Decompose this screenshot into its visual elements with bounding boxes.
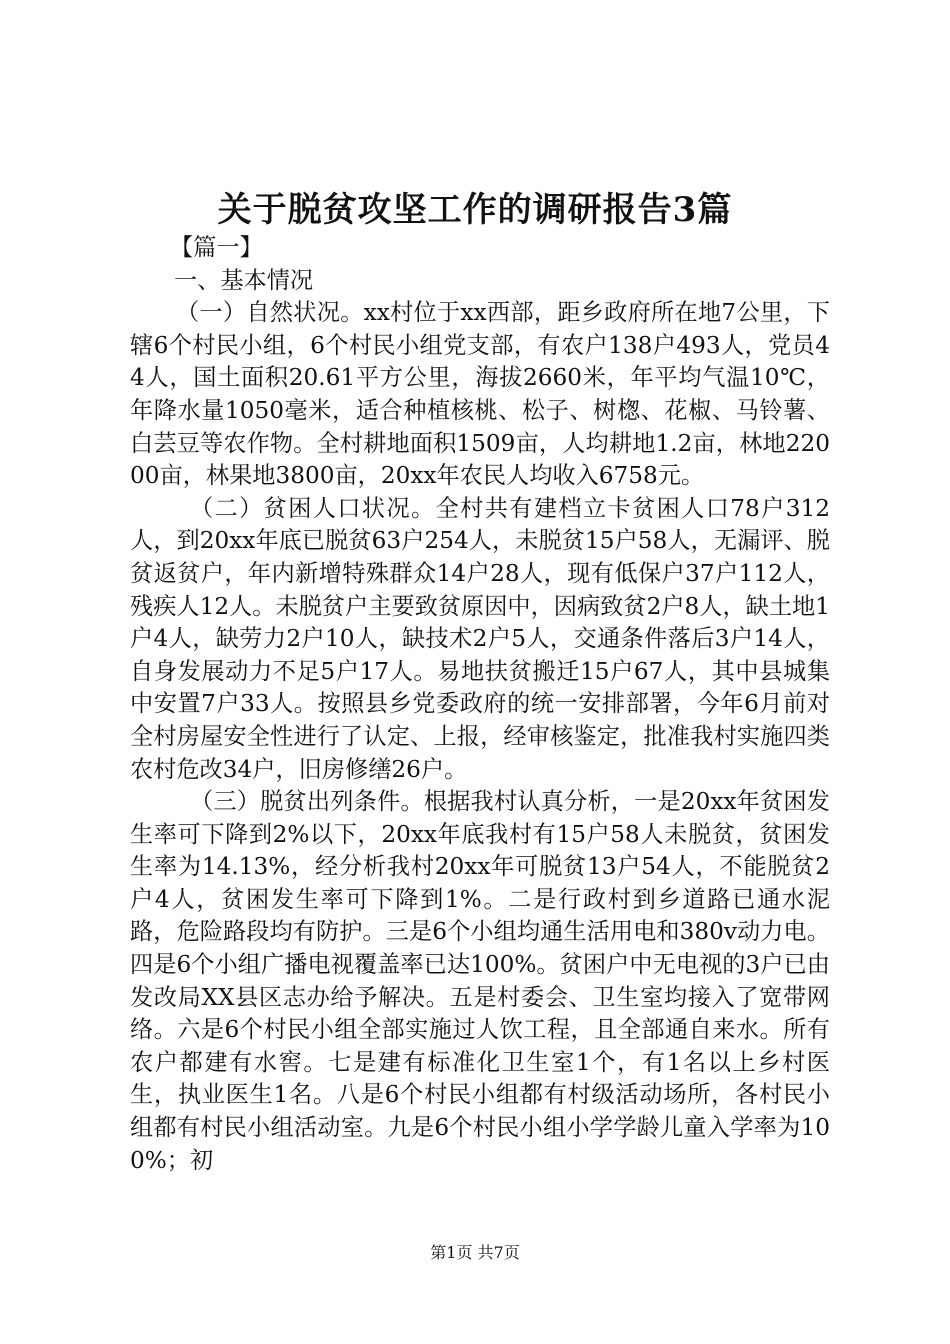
document-title: 关于脱贫攻坚工作的调研报告3篇 xyxy=(217,190,733,230)
paragraph-natural-conditions: （一）自然状况。xx村位于xx西部，距乡政府所在地7公里，下辖6个村民小组，6个村民小组党支部，有农户138户493人，党员44人，国土面积20.61平方公里，海拔2660米，年平均气温10℃，年降水量1050毫米，适合种植核桃、松子、树楤、花椒、马铃薯、白芸豆等农作物。全村耕地面积1509亩，人均耕地1.2亩，林地22000亩，林果地3800亩，20xx年农民人均收入6758元。 xyxy=(130,299,830,490)
paragraph-poverty-population: （二）贫困人口状况。全村共有建档立卡贫困人口78户312人，到20xx年底已脱贫63户254人，未脱贫15户58人，无漏评、脱贫返贫户，年内新增特殊群众14户28人，现有低保户37户112人，残疾人12人。未脱贫户主要致贫原因中，因病致贫2户8人，缺土地1户4人，缺劳力2户10人，缺技术2户5人，交通条件落后3户14人，自身发展动力不足5户17人。易地扶贫搬迁15户67人，其中县城集中安置7户33人。按照县乡党委政府的统一安排部署，今年6月前对全村房屋安全性进行了认定、上报，经审核鉴定，批准我村实施四类农村危改34户，旧房修缮26户。 xyxy=(130,494,830,783)
part-label: 【篇一】 xyxy=(170,234,263,261)
document-body xyxy=(130,232,830,1177)
page-footer: 第1页 共7页 xyxy=(430,1243,520,1262)
paragraph-exit-conditions: （三）脱贫出列条件。根据我村认真分析，一是20xx年贫困发生率可下降到2%以下，20xx年底我村有15户58人未脱贫，贫困发生率为14.13%，经分析我村20xx年可脱贫13户54人，不能脱贫2户4人，贫困发生率可下降到1%。二是行政村到乡道路已通水泥路，危险路段均有防护。三是6个小组均通生活用电和380v动力电。四是6个小组广播电视覆盖率已达100%。贫困户中无电视的3户已由发改局XX县区志办给予解决。五是村委会、卫生室均接入了宽带网络。六是6个村民小组全部实施过人饮工程，且全部通自来水。所有农户都建有水窖。七是建有标准化卫生室1个，有1名以上乡村医生，执业医生1名。八是6个村民小组都有村级活动场所，各村民小组都有村民小组活动室。九是6个村民小组小学学龄儿童入学率为100%；初 xyxy=(130,788,830,1174)
section-heading: 一、基本情况 xyxy=(174,266,314,294)
